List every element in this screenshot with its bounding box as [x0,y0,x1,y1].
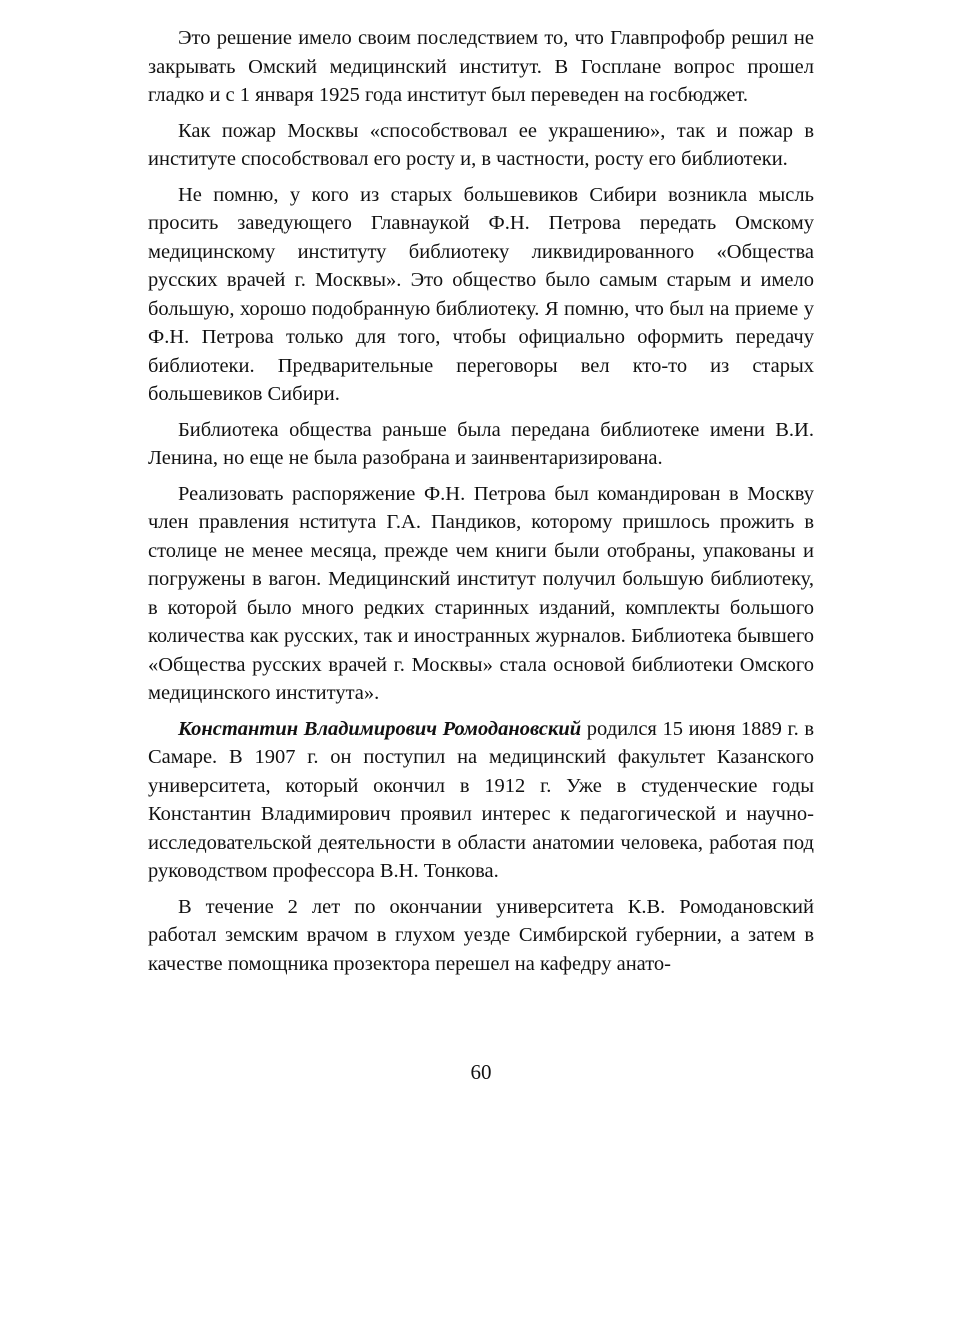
paragraph-library-idea: Не помню, у кого из старых большевиков Сибири возникла мысль просить заведующего Главнаукой Ф.Н. Петрова передать Омскому медицинскому институту библиотеку ликвидированного «Общества русских врачей г. Москвы». Это общество было самым старым и имело большую, хорошо подобранную библиотеку. Я помню, что был на приеме у Ф.Н. Петрова только для того, чтобы официально оформить передачу библиотеки. Предварительные переговоры вел кто-то из старых большевиков Сибири. [148,183,814,405]
paragraph-romodanovsky-bio [148,715,814,886]
paragraph-zemsky-doctor: В течение 2 лет по окончании университета К.В. Ромодановский работал земским врачом в глухом уезде Симбирской губернии, а затем в качестве помощника прозектора перешел на кафедру анато- [148,895,814,975]
page-body [148,24,814,985]
paragraph-fire: Как пожар Москвы «способствовал ее украшению», так и пожар в институте способствовал его росту и, в частности, росту его библиотеки. [148,119,814,170]
paragraph-lenin-library: Библиотека общества раньше была передана библиотеке имени В.И. Ленина, но еще не была разобрана и заинвентаризирована. [148,418,814,469]
person-name: Константин Владимирович Ромодановский [178,717,582,740]
page-number: 60 [470,1060,492,1084]
paragraph-glavprofobr: Это решение имело своим последствием то, что Главпрофобр решил не закрывать Омский медицинский институт. В Госплане вопрос прошел гладко и с 1 января 1925 года институт был переведен на госбюджет. [148,27,814,106]
paragraph-pandikov: Реализовать распоряжение Ф.Н. Петрова был командирован в Москву член правления нститута Г.А. Пандиков, которому пришлось прожить в столице не менее месяца, прежде чем книги были отобраны, упакованы и погружены в вагон. Медицинский институт получил большую библиотеку, в которой было много редких старинных изданий, комплекты большого количества как русских, так и иностранных журналов. Библиотека бывшего «Общества русских врачей г. Москвы» стала основой библиотеки Омского медицинского института». [148,482,814,704]
bio-text: родился 15 июня 1889 г. в Самаре. В 1907 г. он поступил на медицинский факультет Казанского университета, который окончил в 1912 г. Уже в студенческие годы Константин Владимирович проявил интерес к педагогической и научно-исследовательской деятельности в области анатомии человека, работая под руководством профессора В.Н. Тонкова. [148,717,814,882]
